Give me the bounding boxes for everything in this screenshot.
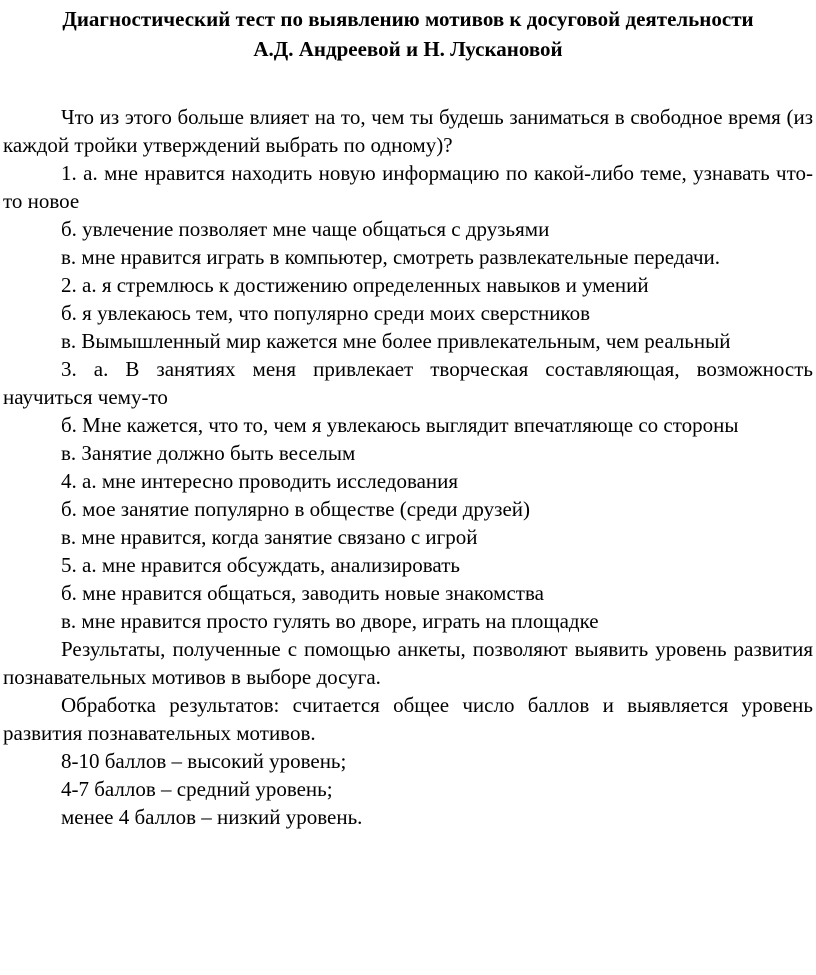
question-3-option-c: в. Занятие должно быть веселым [61,441,356,465]
question-5-option-a: 5. а. мне нравится обсуждать, анализировать [61,553,460,577]
document-title-line-2: А.Д. Андреевой и Н. Лускановой [253,37,563,61]
question-4-option-b: б. мое занятие популярно в обществе (среди друзей) [61,497,530,521]
question-3-option-a: 3. а. В занятиях меня привлекает творческая составляющая, возможность научиться чему-то [3,357,813,409]
question-1-option-c: в. мне нравится играть в компьютер, смотреть развлекательные передачи. [61,245,721,269]
level-medium: 4-7 баллов – средний уровень; [61,777,333,801]
question-1-option-b: б. увлечение позволяет мне чаще общаться с друзьями [61,217,550,241]
question-3-option-b: б. Мне кажется, что то, чем я увлекаюсь выглядит впечатляюще со стороны [61,413,739,437]
question-5-option-c: в. мне нравится просто гулять во дворе, играть на площадке [61,609,599,633]
intro-question: Что из этого больше влияет на то, чем ты будешь заниматься в свободное время (из каждой тройки утверждений выбрать по одному)? [3,105,813,157]
question-2-option-c: в. Вымышленный мир кажется мне более привлекательным, чем реальный [61,329,731,353]
question-2-option-a: 2. а. я стремлюсь к достижению определенных навыков и умений [61,273,649,297]
question-2-option-b: б. я увлекаюсь тем, что популярно среди моих сверстников [61,301,591,325]
question-4-option-c: в. мне нравится, когда занятие связано с игрой [61,525,478,549]
level-high: 8-10 баллов – высокий уровень; [61,749,347,773]
results-paragraph: Результаты, полученные с помощью анкеты, позволяют выявить уровень развития познавательных мотивов в выборе досуга. [3,637,813,689]
level-low: менее 4 баллов – низкий уровень. [61,805,363,829]
processing-paragraph: Обработка результатов: считается общее число баллов и выявляется уровень развития познавательных мотивов. [3,693,813,745]
document-title-line-1: Диагностический тест по выявлению мотивов к досуговой деятельности [62,7,754,31]
question-1-option-a: 1. а. мне нравится находить новую информацию по какой-либо теме, узнавать что-то новое [3,161,813,213]
title-spacer [3,64,813,103]
question-5-option-b: б. мне нравится общаться, заводить новые знакомства [61,581,544,605]
question-4-option-a: 4. а. мне интересно проводить исследования [61,469,459,493]
